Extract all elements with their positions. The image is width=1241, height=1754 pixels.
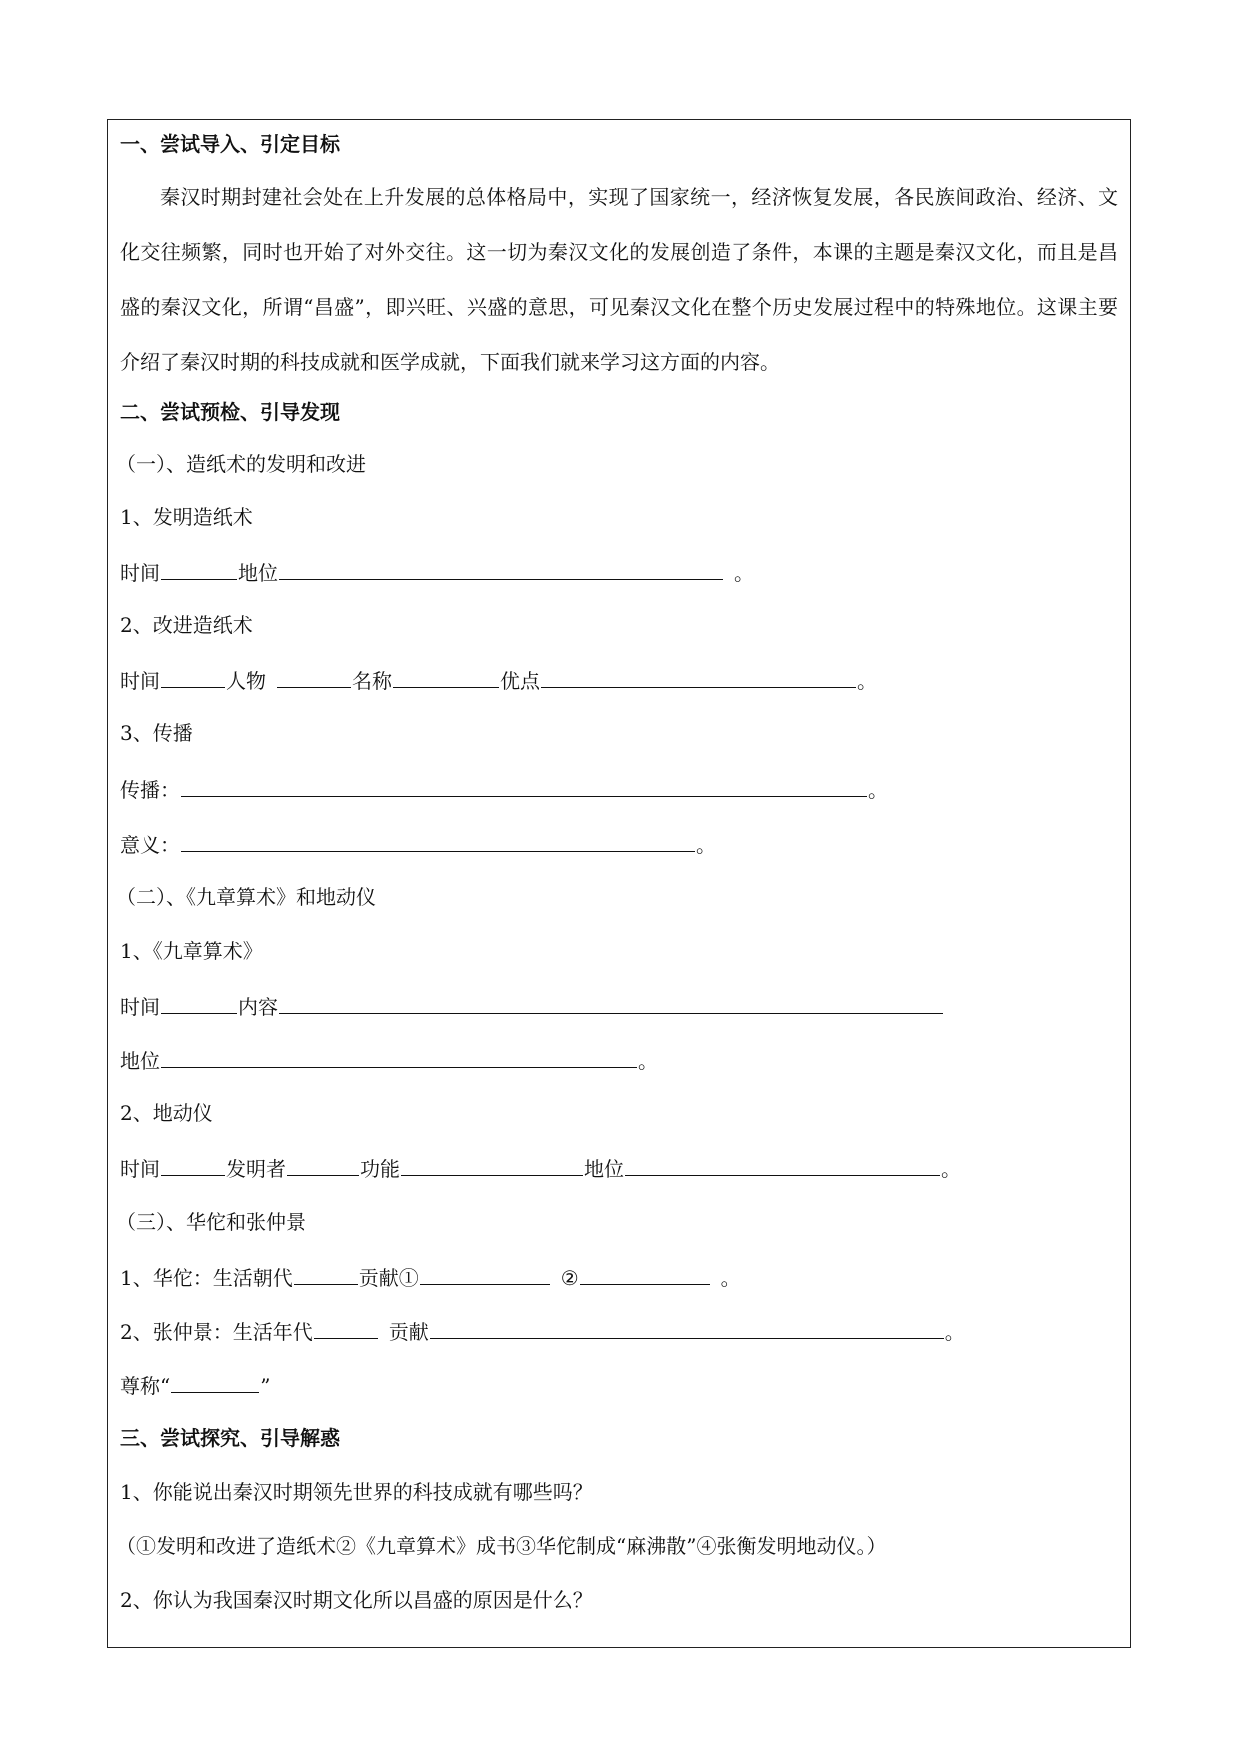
huatuo-row — [120, 1262, 741, 1292]
contribution-blank[interactable] — [430, 1316, 944, 1339]
question-1: 1、你能说出秦汉时期领先世界的科技成就有哪些吗？ — [120, 1480, 593, 1504]
status-label: 地位 — [584, 1157, 624, 1181]
seismograph-row — [120, 1153, 961, 1183]
status-blank[interactable] — [279, 557, 723, 580]
person-blank[interactable] — [277, 665, 351, 688]
merit-blank[interactable] — [541, 665, 856, 688]
merit-label: 优点 — [500, 669, 540, 693]
period: 。 — [944, 1320, 965, 1344]
time-blank[interactable] — [161, 991, 237, 1014]
part2-item2-title: 2、地动仪 — [120, 1101, 213, 1125]
period: 。 — [720, 1266, 741, 1290]
meaning-label: 意义： — [120, 833, 180, 857]
period: 。 — [734, 561, 754, 585]
part1-title: （一）、造纸术的发明和改进 — [116, 452, 366, 476]
function-blank[interactable] — [401, 1153, 583, 1176]
spread-row — [120, 774, 888, 804]
status-label: 地位 — [120, 1049, 160, 1073]
time-label: 时间 — [120, 1157, 160, 1181]
time-blank[interactable] — [161, 557, 237, 580]
inventor-label: 发明者 — [226, 1157, 286, 1181]
section1-paragraph: 秦汉时期封建社会处在上升发展的总体格局中，实现了国家统一，经济恢复发展，各民族间政治、经济、文化交往频繁，同时也开始了对外交往。这一切为秦汉文化的发展创造了条件，本课的主题是秦汉文化，而且是昌盛的秦汉文化，所谓“昌盛”，即兴旺、兴盛的意思，可见秦汉文化在整个历史发展过程中的特殊地位。这课主要介绍了秦汉时期的科技成就和医学成就，下面我们就来学习这方面的内容。 — [120, 185, 1118, 374]
status-label: 地位 — [238, 561, 278, 585]
section1-title: 一、尝试导入、引定目标 — [120, 132, 340, 156]
answer-1: （①发明和改进了造纸术②《九章算术》成书③华佗制成“麻沸散”④张衡发明地动仪。） — [116, 1534, 887, 1558]
honor-prefix: 尊称“ — [120, 1374, 171, 1398]
period: 。 — [941, 1157, 961, 1181]
era-blank[interactable] — [314, 1316, 378, 1339]
zhang-row — [120, 1316, 965, 1346]
time-label: 时间 — [120, 995, 160, 1019]
honor-suffix: ” — [260, 1374, 271, 1398]
nine-chapters-status-row — [120, 1045, 658, 1075]
papermaking-invention-row — [120, 557, 754, 587]
content-label: 内容 — [238, 995, 278, 1019]
nine-chapters-row — [120, 991, 944, 1021]
part3-title: （三）、华佗和张仲景 — [116, 1210, 306, 1234]
time-blank[interactable] — [161, 1153, 225, 1176]
time-label: 时间 — [120, 669, 160, 693]
contribution-label: 贡献 — [388, 1320, 429, 1344]
dynasty-blank[interactable] — [294, 1262, 358, 1285]
period: 。 — [857, 669, 877, 693]
inventor-blank[interactable] — [287, 1153, 359, 1176]
status-blank[interactable] — [161, 1045, 637, 1068]
papermaking-improvement-row — [120, 665, 877, 695]
period: 。 — [696, 833, 716, 857]
contribution-label: 贡献① — [358, 1266, 419, 1290]
section3-title: 三、尝试探究、引导解惑 — [120, 1426, 340, 1450]
time-label: 时间 — [120, 561, 160, 585]
contribution1-blank[interactable] — [420, 1262, 550, 1285]
question-2: 2、你认为我国秦汉时期文化所以昌盛的原因是什么？ — [120, 1588, 593, 1612]
contribution2-blank[interactable] — [580, 1262, 710, 1285]
function-label: 功能 — [360, 1157, 400, 1181]
part1-item3-title: 3、传播 — [120, 721, 193, 745]
part1-item2-title: 2、改进造纸术 — [120, 613, 253, 637]
part2-title: （二）、《九章算术》和地动仪 — [116, 885, 376, 909]
section2-title: 二、尝试预检、引导发现 — [120, 400, 340, 424]
spread-label: 传播： — [120, 778, 180, 802]
name-blank[interactable] — [393, 665, 499, 688]
part1-item1-title: 1、发明造纸术 — [120, 505, 253, 529]
period: 。 — [868, 778, 888, 802]
person-label: 人物 — [226, 669, 266, 693]
honor-row — [120, 1370, 270, 1400]
part2-item1-title: 1、《九章算术》 — [120, 939, 263, 963]
circled-two: ② — [560, 1266, 579, 1290]
zhang-prefix: 2、张仲景：生活年代 — [120, 1320, 313, 1344]
huatuo-prefix: 1、华佗：生活朝代 — [120, 1266, 293, 1290]
meaning-row — [120, 829, 716, 859]
status-blank[interactable] — [625, 1153, 940, 1176]
name-label: 名称 — [352, 669, 392, 693]
time-blank[interactable] — [161, 665, 225, 688]
content-blank[interactable] — [279, 991, 943, 1014]
meaning-blank[interactable] — [181, 829, 695, 852]
honor-blank[interactable] — [171, 1370, 259, 1393]
spread-blank[interactable] — [181, 774, 867, 797]
period: 。 — [638, 1049, 658, 1073]
